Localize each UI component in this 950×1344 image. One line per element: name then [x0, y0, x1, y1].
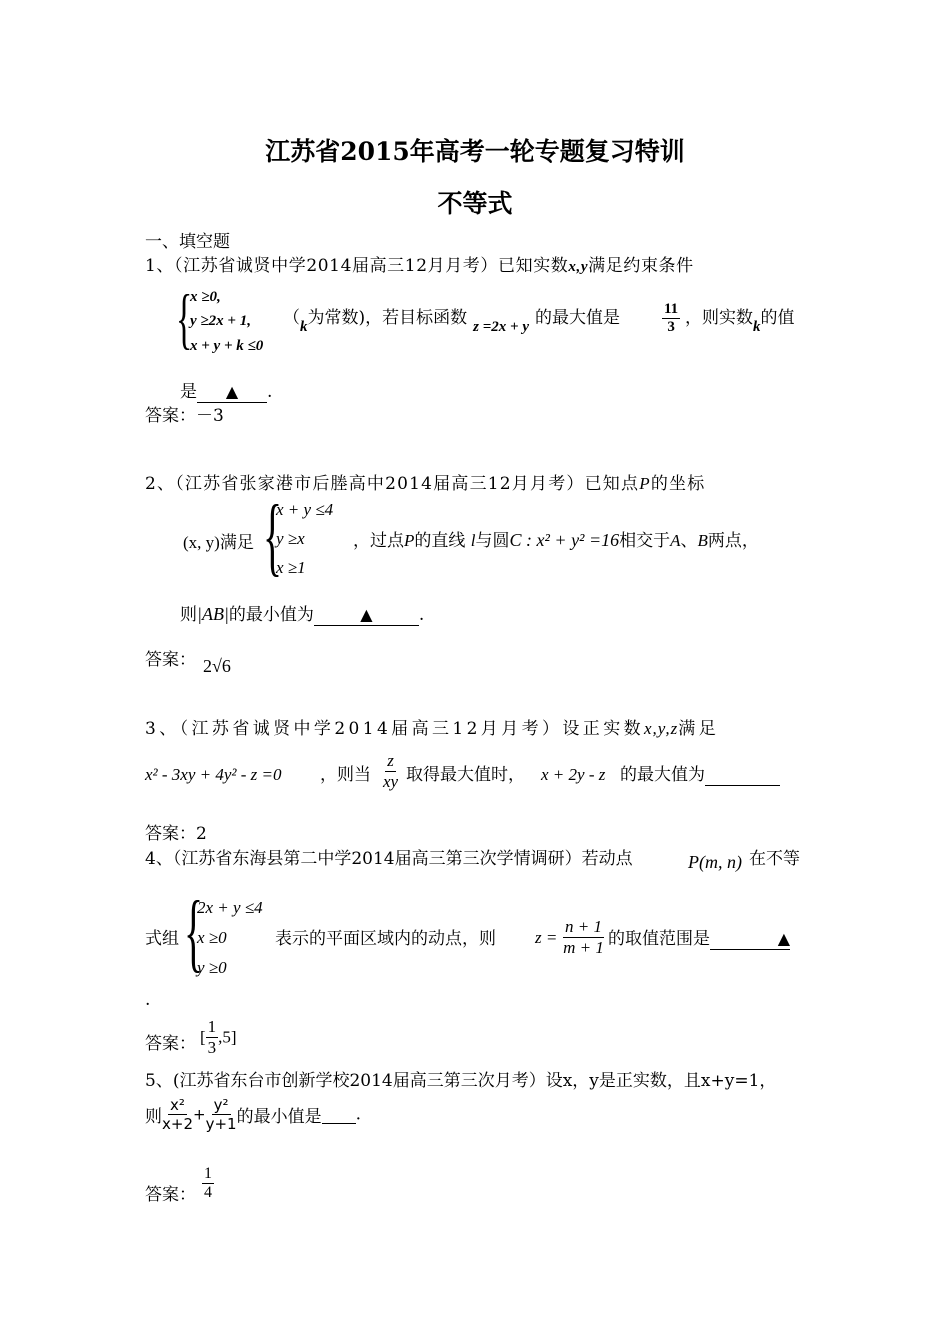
q5-f2-den: y+1	[205, 1115, 237, 1133]
q4-answer-open: [	[200, 1027, 206, 1047]
q2-brace: {	[263, 488, 283, 585]
answer-label: 答案：	[145, 406, 196, 426]
q5-line1	[145, 1066, 776, 1091]
q4-frac-den: m + 1	[563, 938, 604, 957]
q1-objective: z =2x + y	[473, 319, 529, 335]
q1-tail: 的值	[760, 308, 795, 328]
q2-pts: 两点，	[707, 531, 759, 551]
q2-B: B	[697, 531, 708, 550]
q5-answer-den: 4	[204, 1184, 212, 1201]
q4-range	[608, 924, 790, 950]
document-title: 江苏省2015年高考一轮专题复习特训	[265, 137, 685, 166]
q2-answer-value: 2√6	[203, 656, 231, 676]
q1-frac-den: 3	[667, 319, 675, 335]
q2-P2: P	[404, 531, 415, 550]
q4-line1	[145, 844, 633, 869]
q1-line2-tail	[685, 303, 795, 335]
q1-answer-blank	[197, 382, 267, 403]
q4-desc: 表示的平面区域内的动点，则	[275, 929, 496, 949]
q5-intro: 5、(江苏省东台市创新学校2014届高三第三次月考）设x，y是正实数，且x+y=1，	[145, 1071, 777, 1091]
q1-answer	[145, 401, 224, 426]
q2-satisfy: 满足	[219, 533, 254, 553]
q5-f2-num: y²	[213, 1096, 229, 1114]
q2-l: l	[470, 531, 476, 550]
q4-answer	[145, 1029, 196, 1054]
q2-line-text: 的直线	[414, 531, 466, 551]
q4-answer-close: ,5]	[218, 1027, 237, 1047]
triangle-icon: ▲	[225, 382, 239, 401]
section-heading: 一、填空题	[145, 232, 230, 252]
q4-frac-num: n + 1	[565, 917, 602, 936]
q1-then: ，则实数	[685, 308, 753, 328]
q1-fraction	[662, 301, 680, 336]
q4-answer-den: 3	[207, 1038, 217, 1057]
q1-constraint-3: x + y + k ≤0	[190, 338, 264, 354]
q4-constraint-3: y ≥0	[197, 958, 227, 977]
q1-k2: k	[753, 319, 761, 335]
q4-period: .	[145, 990, 151, 1010]
q3-answer-blank	[705, 765, 780, 786]
q4-P: P(m, n)	[688, 852, 742, 872]
q2-answer-label: 答案：	[145, 650, 196, 670]
q5-answer-num: 1	[204, 1165, 212, 1182]
q1-constraint-2: y ≥2x + 1,	[190, 313, 251, 329]
q2-A: A	[670, 531, 681, 550]
q5-answer	[145, 1180, 196, 1205]
triangle-icon: ▲	[360, 605, 373, 624]
q2-xy	[183, 528, 254, 553]
q4-answer-blank	[710, 929, 790, 950]
q4-intro: 4、（江苏省东海县第二中学2014届高三第三次学情调研）若动点	[145, 849, 633, 869]
q3-fraction	[383, 751, 398, 792]
q3-frac-den: xy	[383, 772, 399, 791]
q5-line2	[145, 1096, 361, 1133]
q4-fraction	[563, 917, 604, 958]
q1-line3	[180, 377, 272, 403]
q4-system-label: 式组	[145, 929, 179, 949]
q1-after-vars: 满足约束条件	[588, 256, 694, 276]
q2-line2	[353, 526, 759, 551]
q2-answer-blank	[314, 605, 419, 626]
q4-in-text: 在不等	[749, 849, 800, 869]
q5-f1-num: x²	[170, 1096, 185, 1114]
document-subtitle: 不等式	[437, 189, 513, 218]
q3-vars: x,y,z	[644, 719, 679, 738]
q2-min-text: 的最小值为	[228, 605, 314, 625]
q2-intro: 2、（江苏省张家港市后塍高中2014届高三12月月考）已知点	[145, 474, 640, 494]
q2-mid: ，过点	[353, 531, 404, 551]
q5-ze: 则	[145, 1107, 162, 1127]
q2-line3	[180, 600, 424, 626]
q3-line1	[145, 714, 719, 739]
q3-max-label: 的最大值为	[620, 765, 705, 785]
q3-satisfy: 满足	[678, 719, 720, 739]
q1-period: .	[267, 382, 273, 402]
q1-answer-value: －3	[196, 406, 224, 426]
q2-line1	[145, 469, 705, 494]
q5-f1-den: x+2	[162, 1115, 193, 1133]
q2-constraint-3: x ≥1	[276, 558, 306, 577]
q2-period: .	[418, 605, 425, 625]
q3-equation: x² - 3xy + 4y² - z =0	[145, 765, 282, 784]
q1-frac-num: 11	[664, 301, 679, 317]
q5-answer-value	[202, 1165, 214, 1202]
q3-answer	[145, 819, 207, 844]
q2-circle: C : x² + y² =16	[509, 530, 620, 550]
q2-circle-text: 与圆	[475, 531, 510, 551]
q1-mid: 为常数)，若目标函数	[307, 308, 468, 328]
q2-ze: 则	[180, 605, 197, 625]
q3-max-text	[620, 760, 780, 786]
q2-xy-var: (x, y)	[183, 533, 220, 552]
q3-answer-value: 2	[196, 824, 207, 844]
q3-when: ，则当	[320, 765, 371, 785]
q1-k: k	[300, 319, 308, 335]
q4-z: z =	[535, 928, 558, 947]
q5-answer-blank	[322, 1105, 356, 1124]
q2-sep: 、	[680, 531, 698, 551]
q5-period: .	[355, 1104, 361, 1125]
q1-max-text: 的最大值是	[534, 308, 620, 328]
q2-intersect: 相交于	[619, 531, 671, 551]
q3-frac-num: z	[387, 751, 394, 770]
q1-line1	[145, 251, 694, 276]
q4-range-text: 的取值范围是	[608, 929, 710, 949]
q4-answer-value	[200, 1017, 237, 1058]
q3-expression: x + 2y - z	[541, 765, 606, 784]
q5-min-text: 的最小值是	[236, 1107, 322, 1127]
q2-coord: 的坐标	[650, 474, 706, 494]
q3-intro: 3、（江苏省诚贤中学2014届高三12月月考）设正实数	[145, 719, 645, 739]
answer-label: 答案：	[145, 824, 196, 844]
q1-line3-text: 是	[180, 382, 197, 402]
q5-plus: +	[193, 1105, 206, 1124]
q4-brace: {	[184, 884, 204, 981]
q1-constraint-1: x ≥0,	[190, 289, 221, 305]
triangle-icon: ▲	[777, 929, 790, 948]
q4-constraint-1: 2x + y ≤4	[197, 898, 263, 917]
answer-label: 答案：	[145, 1185, 196, 1205]
q1-line2	[283, 303, 620, 335]
q2-constraint-1: x + y ≤4	[276, 500, 334, 519]
q2-constraint-2: y ≥x	[276, 529, 305, 548]
q4-answer-num: 1	[207, 1017, 217, 1036]
q3-max-when: 取得最大值时，	[406, 765, 525, 785]
q1-vars: x,y	[568, 259, 589, 275]
q2-P: P	[639, 474, 651, 493]
q1-paren: （	[283, 308, 300, 328]
q4-constraint-2: x ≥0	[197, 928, 227, 947]
answer-label: 答案：	[145, 1034, 196, 1054]
q2-AB: |AB|	[197, 604, 229, 624]
q1-brace: {	[176, 280, 193, 356]
q1-intro: 1、（江苏省诚贤中学2014届高三12月月考）已知实数	[145, 256, 569, 276]
